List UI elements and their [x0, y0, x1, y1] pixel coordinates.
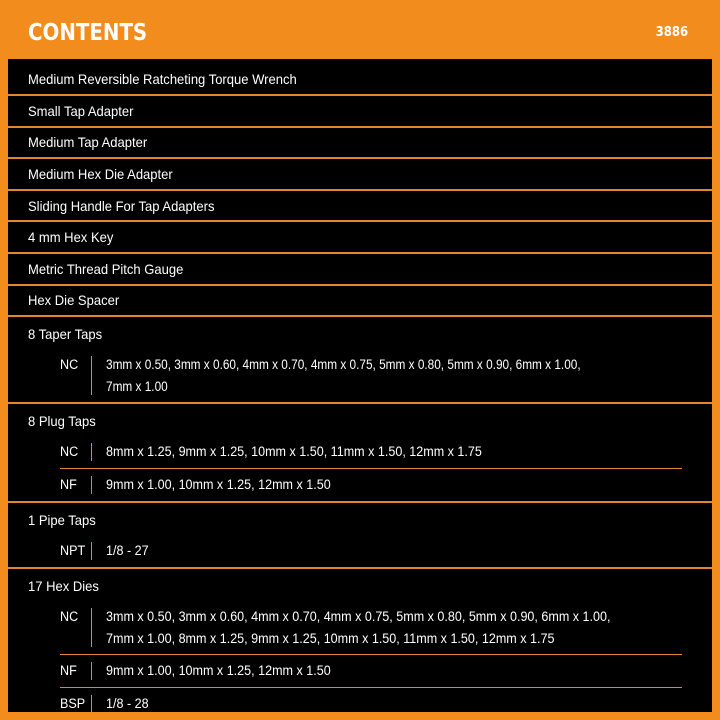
group-pipe-taps	[8, 503, 712, 569]
thread-standard-row	[60, 349, 682, 402]
thread-standard-row	[60, 654, 682, 687]
group-title: 17 Hex Dies	[28, 577, 99, 594]
thread-standard-row	[60, 468, 682, 501]
thread-sizes: 3mm x 0.50, 3mm x 0.60, 4mm x 0.70, 4mm x 0.75, 5mm x 0.80, 5mm x 0.90, 6mm x 1.00, 7mm x 1.00, 8mm x 1.25, 9mm x 1.25, 10mm x 1.50, 11mm x 1.50, 12mm x 1.75	[106, 609, 611, 646]
product-code: 3886	[655, 25, 688, 40]
list-item: Hex Die Spacer	[8, 286, 712, 318]
contents-header	[8, 8, 712, 59]
thread-sizes: 1/8 - 27	[106, 543, 149, 559]
list-item: Medium Tap Adapter	[8, 128, 712, 160]
thread-standard-row	[60, 601, 682, 654]
list-item: 4 mm Hex Key	[8, 222, 712, 254]
thread-standard: NPT	[60, 543, 86, 559]
list-item: Medium Hex Die Adapter	[8, 159, 712, 191]
group-hex-dies	[8, 569, 712, 720]
list-item: Small Tap Adapter	[8, 96, 712, 128]
thread-standard-row	[60, 535, 682, 567]
thread-sizes: 9mm x 1.00, 10mm x 1.25, 12mm x 1.50	[106, 663, 331, 679]
thread-sizes: 1/8 - 28	[106, 696, 149, 712]
thread-standard: NC	[60, 444, 79, 460]
list-item: Metric Thread Pitch Gauge	[8, 254, 712, 286]
list-item: Medium Reversible Ratcheting Torque Wrench	[8, 59, 712, 96]
group-title: 8 Taper Taps	[28, 325, 103, 342]
thread-sizes: 8mm x 1.25, 9mm x 1.25, 10mm x 1.50, 11mm x 1.50, 12mm x 1.75	[106, 444, 482, 460]
contents-list	[8, 59, 712, 720]
thread-standard: NF	[60, 477, 77, 493]
contents-title: CONTENTS	[28, 19, 148, 46]
thread-standard-row	[60, 436, 682, 468]
thread-sizes: 9mm x 1.00, 10mm x 1.25, 12mm x 1.50	[106, 477, 331, 493]
thread-standard: NF	[60, 663, 77, 679]
thread-standard: NC	[60, 357, 79, 373]
thread-standard-row	[60, 687, 682, 720]
thread-sizes: 3mm x 0.50, 3mm x 0.60, 4mm x 0.70, 4mm x 0.75, 5mm x 0.80, 5mm x 0.90, 6mm x 1.00, 7mm x 1.00	[106, 357, 581, 394]
list-item: Sliding Handle For Tap Adapters	[8, 191, 712, 223]
group-taper-taps	[8, 317, 712, 404]
group-title: 8 Plug Taps	[28, 412, 96, 429]
thread-standard: NC	[60, 609, 79, 625]
group-plug-taps	[8, 404, 712, 503]
thread-standard: BSP	[60, 696, 86, 712]
group-title: 1 Pipe Taps	[28, 511, 96, 528]
